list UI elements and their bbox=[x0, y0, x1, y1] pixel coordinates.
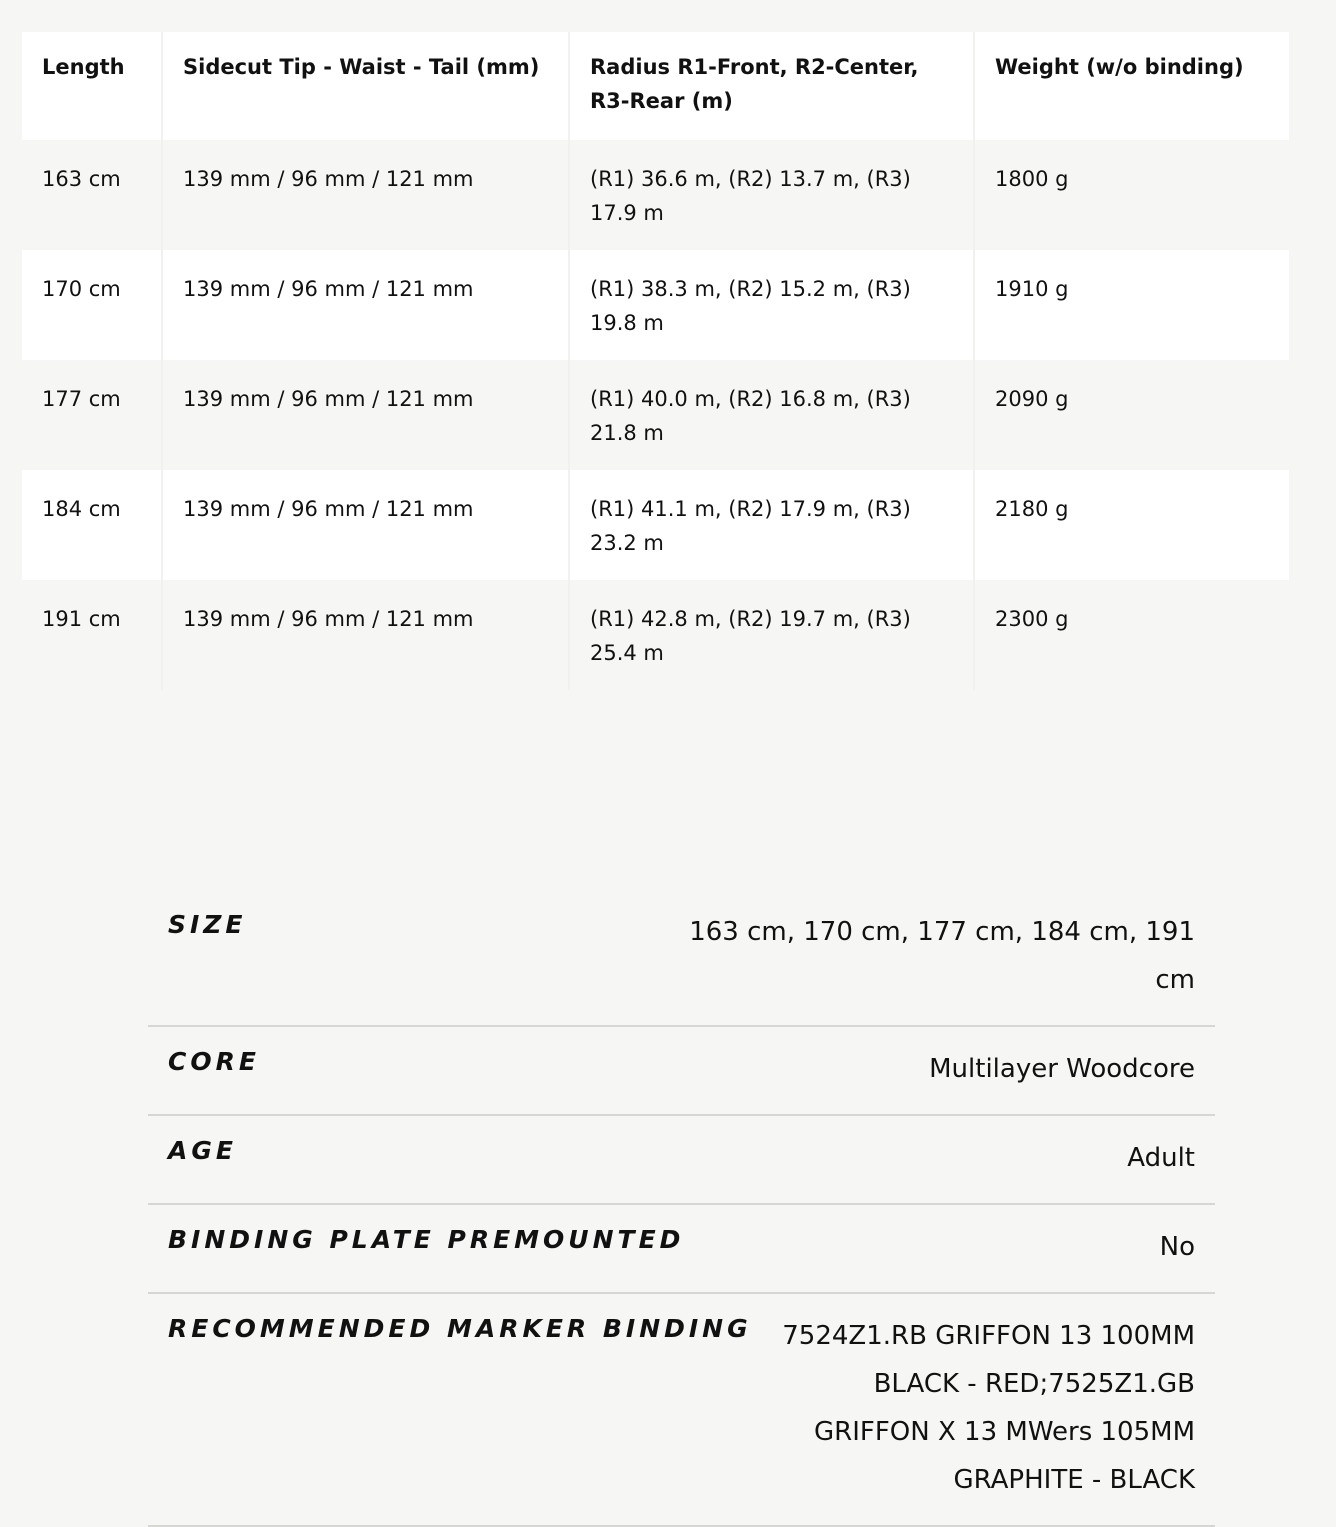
cell-weight: 2180 g bbox=[973, 470, 1289, 580]
cell-radius: (R1) 36.6 m, (R2) 13.7 m, (R3) 17.9 m bbox=[568, 140, 973, 250]
attribute-value: No bbox=[1159, 1232, 1195, 1262]
attribute-row-binding-plate bbox=[148, 1205, 1215, 1294]
table-row bbox=[22, 360, 1289, 470]
attribute-value: Adult bbox=[1127, 1143, 1195, 1173]
product-attributes bbox=[148, 890, 1215, 1527]
table-row bbox=[22, 140, 1289, 250]
cell-weight: 1800 g bbox=[973, 140, 1289, 250]
cell-weight: 2300 g bbox=[973, 580, 1289, 690]
cell-radius: (R1) 41.1 m, (R2) 17.9 m, (R3) 23.2 m bbox=[568, 470, 973, 580]
cell-sidecut: 139 mm / 96 mm / 121 mm bbox=[161, 470, 568, 580]
cell-weight: 2090 g bbox=[973, 360, 1289, 470]
cell-radius: (R1) 42.8 m, (R2) 19.7 m, (R3) 25.4 m bbox=[568, 580, 973, 690]
attribute-value: Multilayer Woodcore bbox=[929, 1054, 1195, 1084]
attribute-row-recommended-binding bbox=[148, 1294, 1215, 1527]
table-row bbox=[22, 250, 1289, 360]
cell-radius: (R1) 40.0 m, (R2) 16.8 m, (R3) 21.8 m bbox=[568, 360, 973, 470]
attribute-row-age bbox=[148, 1116, 1215, 1205]
attribute-name: AGE bbox=[168, 1136, 237, 1165]
cell-sidecut: 139 mm / 96 mm / 121 mm bbox=[161, 140, 568, 250]
table-row bbox=[22, 470, 1289, 580]
attribute-name: CORE bbox=[168, 1047, 260, 1076]
table-header-row bbox=[22, 32, 1289, 140]
cell-sidecut: 139 mm / 96 mm / 121 mm bbox=[161, 360, 568, 470]
attribute-row-size bbox=[148, 890, 1215, 1027]
attribute-name: RECOMMENDED MARKER BINDING bbox=[168, 1314, 752, 1343]
cell-length: 163 cm bbox=[22, 140, 161, 250]
header-length: Length bbox=[22, 32, 161, 140]
header-sidecut: Sidecut Tip - Waist - Tail (mm) bbox=[161, 32, 568, 140]
cell-sidecut: 139 mm / 96 mm / 121 mm bbox=[161, 580, 568, 690]
attribute-value: 7524Z1.RB GRIFFON 13 100MM BLACK - RED;7525Z1.GB GRIFFON X 13 MWers 105MM GRAPHITE - BLACK bbox=[782, 1321, 1195, 1495]
cell-length: 191 cm bbox=[22, 580, 161, 690]
cell-length: 177 cm bbox=[22, 360, 161, 470]
cell-length: 170 cm bbox=[22, 250, 161, 360]
table-row bbox=[22, 580, 1289, 690]
attribute-row-core bbox=[148, 1027, 1215, 1116]
header-weight: Weight (w/o binding) bbox=[973, 32, 1289, 140]
cell-radius: (R1) 38.3 m, (R2) 15.2 m, (R3) 19.8 m bbox=[568, 250, 973, 360]
attribute-value: 163 cm, 170 cm, 177 cm, 184 cm, 191 cm bbox=[689, 917, 1195, 995]
ski-spec-table bbox=[22, 32, 1289, 690]
cell-length: 184 cm bbox=[22, 470, 161, 580]
attribute-name: SIZE bbox=[168, 910, 247, 939]
header-radius: Radius R1-Front, R2-Center, R3-Rear (m) bbox=[568, 32, 973, 140]
cell-weight: 1910 g bbox=[973, 250, 1289, 360]
attribute-name: BINDING PLATE PREMOUNTED bbox=[168, 1225, 685, 1254]
cell-sidecut: 139 mm / 96 mm / 121 mm bbox=[161, 250, 568, 360]
